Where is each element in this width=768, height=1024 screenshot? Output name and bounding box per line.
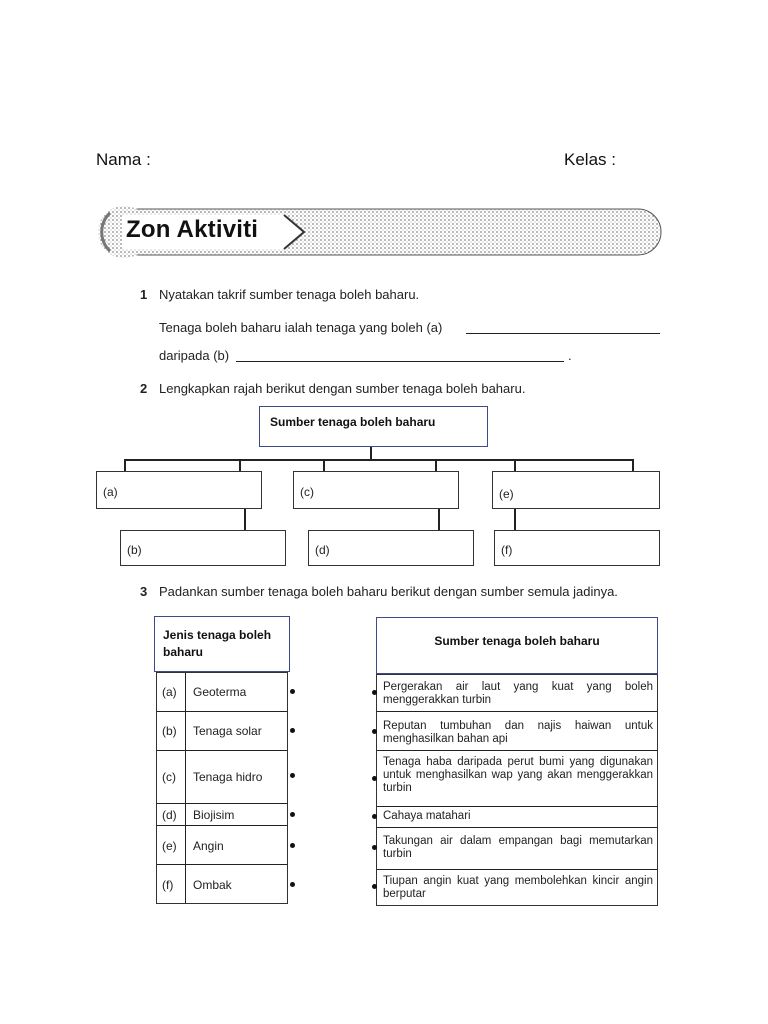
- q2-root-box: [259, 406, 488, 447]
- table-row-divider: [157, 711, 287, 712]
- q3-right-header: [376, 617, 658, 674]
- right-match-dot[interactable]: [372, 690, 377, 695]
- q1-question: Nyatakan takrif sumber tenaga boleh baharu.: [159, 287, 420, 302]
- right-item-text: Tiupan angin kuat yang membolehkan kincir angin berputar: [383, 875, 653, 900]
- q1-answer-b[interactable]: [236, 361, 564, 362]
- right-item-text: Takungan air dalam empangan bagi memutarkan turbin: [383, 835, 653, 860]
- tree-drop: [323, 459, 325, 471]
- left-item-label: Geoterma: [193, 685, 247, 699]
- left-item-letter: (f): [162, 878, 174, 892]
- q2-box-b-label: (b): [127, 543, 142, 557]
- tree-drop: [632, 459, 634, 471]
- q3-question: Padankan sumber tenaga boleh baharu berikut dengan sumber semula jadinya.: [159, 584, 618, 599]
- q3-left-header-label: Jenis tenaga boleh baharu: [163, 628, 272, 659]
- right-match-dot[interactable]: [372, 814, 377, 819]
- left-match-dot[interactable]: [290, 773, 295, 778]
- tree-drop: [239, 459, 241, 471]
- table-column-divider: [185, 673, 186, 903]
- left-match-dot[interactable]: [290, 812, 295, 817]
- tree-drop: [124, 459, 126, 471]
- tree-drop: [514, 509, 516, 530]
- table-row-divider: [377, 806, 657, 807]
- q2-box-a-label: (a): [103, 485, 118, 499]
- left-match-dot[interactable]: [290, 843, 295, 848]
- banner-title: Zon Aktiviti: [126, 216, 259, 243]
- q1-number: 1: [140, 287, 148, 302]
- right-item-text: Cahaya matahari: [383, 810, 471, 822]
- left-item-label: Ombak: [193, 878, 232, 892]
- table-row-divider: [377, 711, 657, 712]
- right-item-text: Pergerakan air laut yang kuat yang boleh menggerakkan turbin: [383, 681, 653, 706]
- left-item-letter: (c): [162, 770, 176, 784]
- q2-box-a[interactable]: [96, 471, 262, 509]
- q2-box-c-label: (c): [300, 485, 314, 499]
- q3-left-table: [156, 672, 288, 904]
- tree-drop: [244, 509, 246, 530]
- table-row-divider: [377, 827, 657, 828]
- table-row-divider: [377, 750, 657, 751]
- q2-box-d-label: (d): [315, 543, 330, 557]
- q2-box-f[interactable]: [494, 530, 660, 566]
- q1-end-period: .: [568, 348, 572, 363]
- right-match-dot[interactable]: [372, 776, 377, 781]
- tree-drop: [514, 459, 516, 471]
- right-match-dot[interactable]: [372, 845, 377, 850]
- q2-number: 2: [140, 381, 148, 396]
- left-match-dot[interactable]: [290, 689, 295, 694]
- q3-number: 3: [140, 584, 148, 599]
- tree-drop: [438, 509, 440, 530]
- class-label: Kelas :: [564, 150, 616, 169]
- left-match-dot[interactable]: [290, 882, 295, 887]
- q2-box-c[interactable]: [293, 471, 459, 509]
- right-match-dot[interactable]: [372, 729, 377, 734]
- left-item-label: Angin: [193, 839, 224, 853]
- q2-box-d[interactable]: [308, 530, 474, 566]
- left-item-letter: (d): [162, 808, 177, 822]
- q2-root-label: Sumber tenaga boleh baharu: [270, 415, 436, 429]
- table-row-divider: [157, 803, 287, 804]
- q3-right-header-label: Sumber tenaga boleh baharu: [434, 634, 600, 648]
- left-item-letter: (a): [162, 685, 177, 699]
- q3-right-table: [376, 674, 658, 906]
- table-row-divider: [157, 825, 287, 826]
- q2-box-f-label: (f): [501, 543, 513, 557]
- left-item-label: Biojisim: [193, 808, 235, 822]
- tree-horizontal: [124, 459, 634, 461]
- q1-line1: Tenaga boleh baharu ialah tenaga yang boleh (a): [159, 320, 443, 335]
- left-item-label: Tenaga solar: [193, 724, 262, 738]
- table-row-divider: [157, 864, 287, 865]
- right-item-text: Tenaga haba daripada perut bumi yang digunakan untuk menghasilkan wap yang akan menggerakkan turbin: [383, 756, 653, 794]
- q2-box-e-label: (e): [499, 487, 514, 501]
- q3-left-header: [154, 616, 290, 672]
- left-match-dot[interactable]: [290, 728, 295, 733]
- q1-answer-a[interactable]: [466, 333, 660, 334]
- q1-line2: daripada (b): [159, 348, 230, 363]
- q2-question: Lengkapkan rajah berikut dengan sumber tenaga boleh baharu.: [159, 381, 526, 396]
- right-item-text: Reputan tumbuhan dan najis haiwan untuk menghasilkan bahan api: [383, 720, 653, 745]
- table-row-divider: [377, 869, 657, 870]
- left-item-letter: (b): [162, 724, 177, 738]
- name-label: Nama :: [96, 150, 151, 169]
- q2-box-e[interactable]: [492, 471, 660, 509]
- right-match-dot[interactable]: [372, 884, 377, 889]
- left-item-label: Tenaga hidro: [193, 770, 263, 784]
- left-item-letter: (e): [162, 839, 177, 853]
- tree-drop: [435, 459, 437, 471]
- table-row-divider: [157, 750, 287, 751]
- q2-box-b[interactable]: [120, 530, 286, 566]
